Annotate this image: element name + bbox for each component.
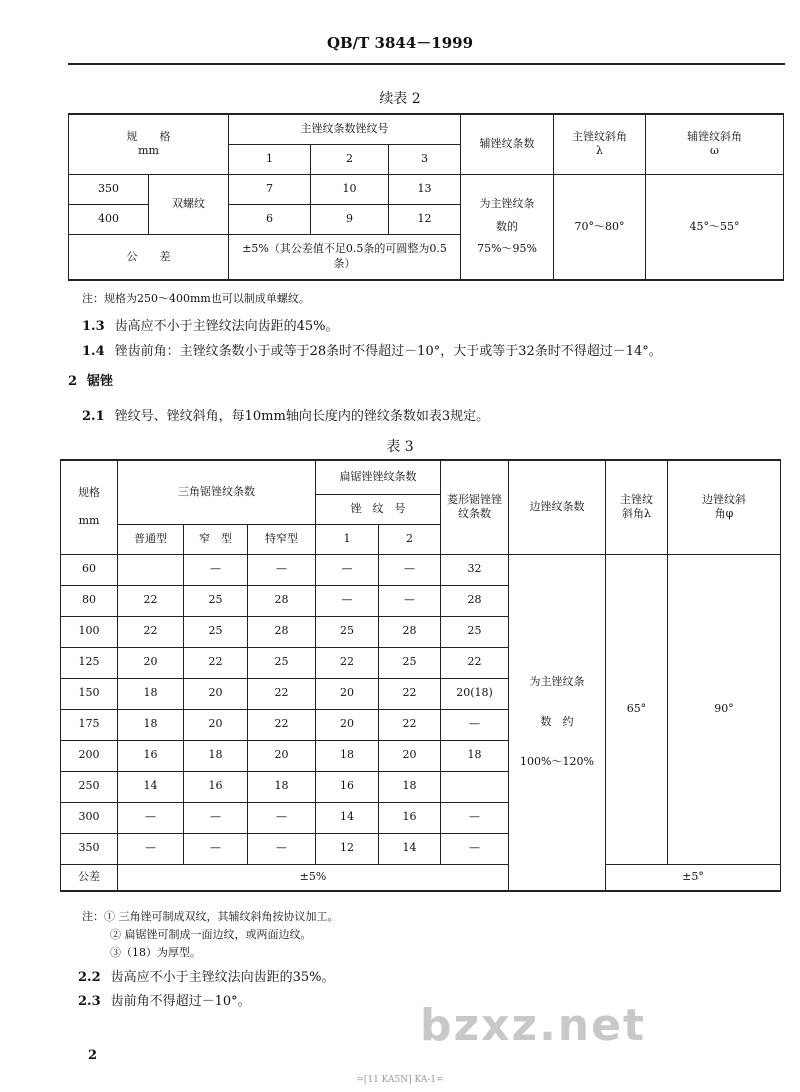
clause-2-3: 2.3 齿前角不得超过－10°。 — [78, 994, 251, 1009]
tolerance-row — [61, 864, 781, 891]
cell: — — [184, 554, 248, 585]
lambda-header: 主锉纹斜角λ — [606, 460, 668, 554]
cell: 28 — [379, 616, 441, 647]
cell: 20(18) — [441, 678, 509, 709]
table-row — [69, 174, 784, 204]
cell: 18 — [316, 740, 379, 771]
tolerance-value: ±5% — [118, 864, 509, 891]
lambda-value: 70°～80° — [554, 174, 646, 280]
edge-value-line: 100%～120% — [520, 755, 594, 769]
standard-number: QB/T 3844－1999 — [326, 34, 474, 52]
cell: 25 — [184, 616, 248, 647]
aux-header: 辅锉纹条数 — [461, 114, 554, 174]
table-row — [61, 554, 781, 585]
cell: 200 — [61, 740, 118, 771]
edge-value-line: 为主锉纹条 — [529, 674, 585, 688]
cell — [441, 771, 509, 802]
table2-note: 注：规格为250～400mm也可以制成单螺纹。 — [82, 292, 310, 305]
cell: 25 — [316, 616, 379, 647]
diamond-header: 菱形锯锉锉纹条数 — [441, 460, 509, 554]
cell: — — [184, 802, 248, 833]
cell: 100 — [61, 616, 118, 647]
cell: 20 — [316, 678, 379, 709]
cell: 10 — [311, 174, 389, 204]
cell: 9 — [311, 204, 389, 234]
cell: 25 — [441, 616, 509, 647]
cell: 25 — [379, 647, 441, 678]
cell: 60 — [61, 554, 118, 585]
table2-caption: 续表 2 — [379, 91, 421, 107]
cell: — — [248, 554, 316, 585]
tri-sub-header: 窄 型 — [184, 524, 248, 554]
cell: 22 — [441, 647, 509, 678]
page-number: 2 — [88, 1048, 98, 1063]
tri-sub-header: 特窄型 — [248, 524, 316, 554]
cell: — — [316, 585, 379, 616]
cell: 22 — [248, 678, 316, 709]
cell: 18 — [184, 740, 248, 771]
cell: 18 — [248, 771, 316, 802]
omega-value: 45°～55° — [646, 174, 784, 280]
header-rule — [68, 63, 785, 65]
cell: 25 — [248, 647, 316, 678]
cell: 7 — [229, 174, 311, 204]
cell: 22 — [316, 647, 379, 678]
num-header: 1 — [229, 144, 311, 174]
phi-value: 90° — [668, 554, 781, 864]
cell: — — [441, 709, 509, 740]
cell: 18 — [441, 740, 509, 771]
edge-value-line: 数 约 — [540, 715, 574, 729]
watermark: bzxz.net — [420, 1000, 647, 1051]
clause-2-2: 2.2 齿高应不小于主锉纹法向齿距的35%。 — [78, 970, 335, 985]
cell: 22 — [248, 709, 316, 740]
cell: — — [316, 554, 379, 585]
spec-header: 规 格 mm — [69, 114, 229, 174]
spec-header: 规格 mm — [61, 460, 118, 554]
cell: 28 — [248, 585, 316, 616]
cell: 20 — [118, 647, 184, 678]
table3-note: 注：① 三角锉可制成双纹，其辅纹斜角按协议加工。 — [82, 910, 339, 923]
table3-caption: 表 3 — [386, 439, 414, 455]
cell: 6 — [229, 204, 311, 234]
table3 — [60, 459, 781, 892]
cell: — — [379, 585, 441, 616]
cell: 16 — [184, 771, 248, 802]
cell: 13 — [389, 174, 461, 204]
cell: 14 — [379, 833, 441, 864]
cell: 20 — [248, 740, 316, 771]
clause-1-4: 1.4 锉齿前角：主锉纹条数小于或等于28条时不得超过－10°，大于或等于32条时不得超过－14°。 — [82, 344, 662, 359]
footer-mark: =[11 KA5N] KA-1= — [356, 1075, 444, 1085]
cell: 125 — [61, 647, 118, 678]
section-2-heading: 2 锯锉 — [68, 374, 114, 389]
main-header: 主锉纹条数锉纹号 — [229, 114, 461, 144]
cell: 80 — [61, 585, 118, 616]
edge-value — [509, 554, 606, 891]
cell: 18 — [118, 709, 184, 740]
cell: 14 — [316, 802, 379, 833]
lambda-value: 65° — [606, 554, 668, 864]
num-header: 2 — [311, 144, 389, 174]
tolerance-label: 公 差 — [69, 234, 229, 280]
cell: 20 — [316, 709, 379, 740]
omega-header: 辅锉纹斜角 ω — [646, 114, 784, 174]
cell: 25 — [184, 585, 248, 616]
cell: 12 — [316, 833, 379, 864]
cell: — — [379, 554, 441, 585]
cell: — — [248, 833, 316, 864]
cell: — — [248, 802, 316, 833]
cell: — — [441, 833, 509, 864]
cell: 16 — [379, 802, 441, 833]
table2 — [68, 113, 784, 281]
cell: 16 — [316, 771, 379, 802]
flat-subheader: 锉 纹 号 — [316, 494, 441, 524]
cell: 400 — [69, 204, 149, 234]
cell: 22 — [118, 585, 184, 616]
lambda-header: 主锉纹斜角 λ — [554, 114, 646, 174]
tolerance-label: 公差 — [61, 864, 118, 891]
cell: 18 — [118, 678, 184, 709]
tri-sub-header: 普通型 — [118, 524, 184, 554]
cell: 22 — [118, 616, 184, 647]
cell: 16 — [118, 740, 184, 771]
clause-2-1: 2.1 锉纹号、锉纹斜角，每10mm轴向长度内的锉纹条数如表3规定。 — [82, 409, 490, 424]
cell: — — [441, 802, 509, 833]
tolerance-angle: ±5° — [606, 864, 781, 891]
edge-header: 边锉纹条数 — [509, 460, 606, 554]
cell: 20 — [184, 678, 248, 709]
cell: 250 — [61, 771, 118, 802]
cell: 22 — [379, 678, 441, 709]
cell: 18 — [379, 771, 441, 802]
phi-header: 边锉纹斜角φ — [668, 460, 781, 554]
cell: 20 — [184, 709, 248, 740]
tolerance-value: ±5%（其公差值不足0.5条的可圆整为0.5条） — [229, 234, 461, 280]
cell — [118, 554, 184, 585]
cell: 32 — [441, 554, 509, 585]
tri-header: 三角锯锉纹条数 — [118, 460, 316, 524]
cell: 175 — [61, 709, 118, 740]
cell: 28 — [441, 585, 509, 616]
aux-value: 为主锉纹条 数的 75%～95% — [461, 174, 554, 280]
flat-header: 扁锯锉锉纹条数 — [316, 460, 441, 494]
cell: 300 — [61, 802, 118, 833]
num-header: 3 — [389, 144, 461, 174]
cell: — — [118, 833, 184, 864]
cell: 28 — [248, 616, 316, 647]
cell: — — [184, 833, 248, 864]
flat-num-header: 2 — [379, 524, 441, 554]
flat-num-header: 1 — [316, 524, 379, 554]
cell: 22 — [184, 647, 248, 678]
cell: 22 — [379, 709, 441, 740]
cell: 150 — [61, 678, 118, 709]
table3-note: ③（18）为厚型。 — [110, 946, 201, 959]
table3-note: ② 扁锯锉可制成一面边纹，或两面边纹。 — [110, 928, 312, 941]
cell: 20 — [379, 740, 441, 771]
cell: 12 — [389, 204, 461, 234]
cell: 14 — [118, 771, 184, 802]
cell: 350 — [69, 174, 149, 204]
clause-1-3: 1.3 齿高应不小于主锉纹法向齿距的45%。 — [82, 319, 339, 334]
cell: 350 — [61, 833, 118, 864]
cell: 双螺纹 — [149, 174, 229, 234]
cell: — — [118, 802, 184, 833]
